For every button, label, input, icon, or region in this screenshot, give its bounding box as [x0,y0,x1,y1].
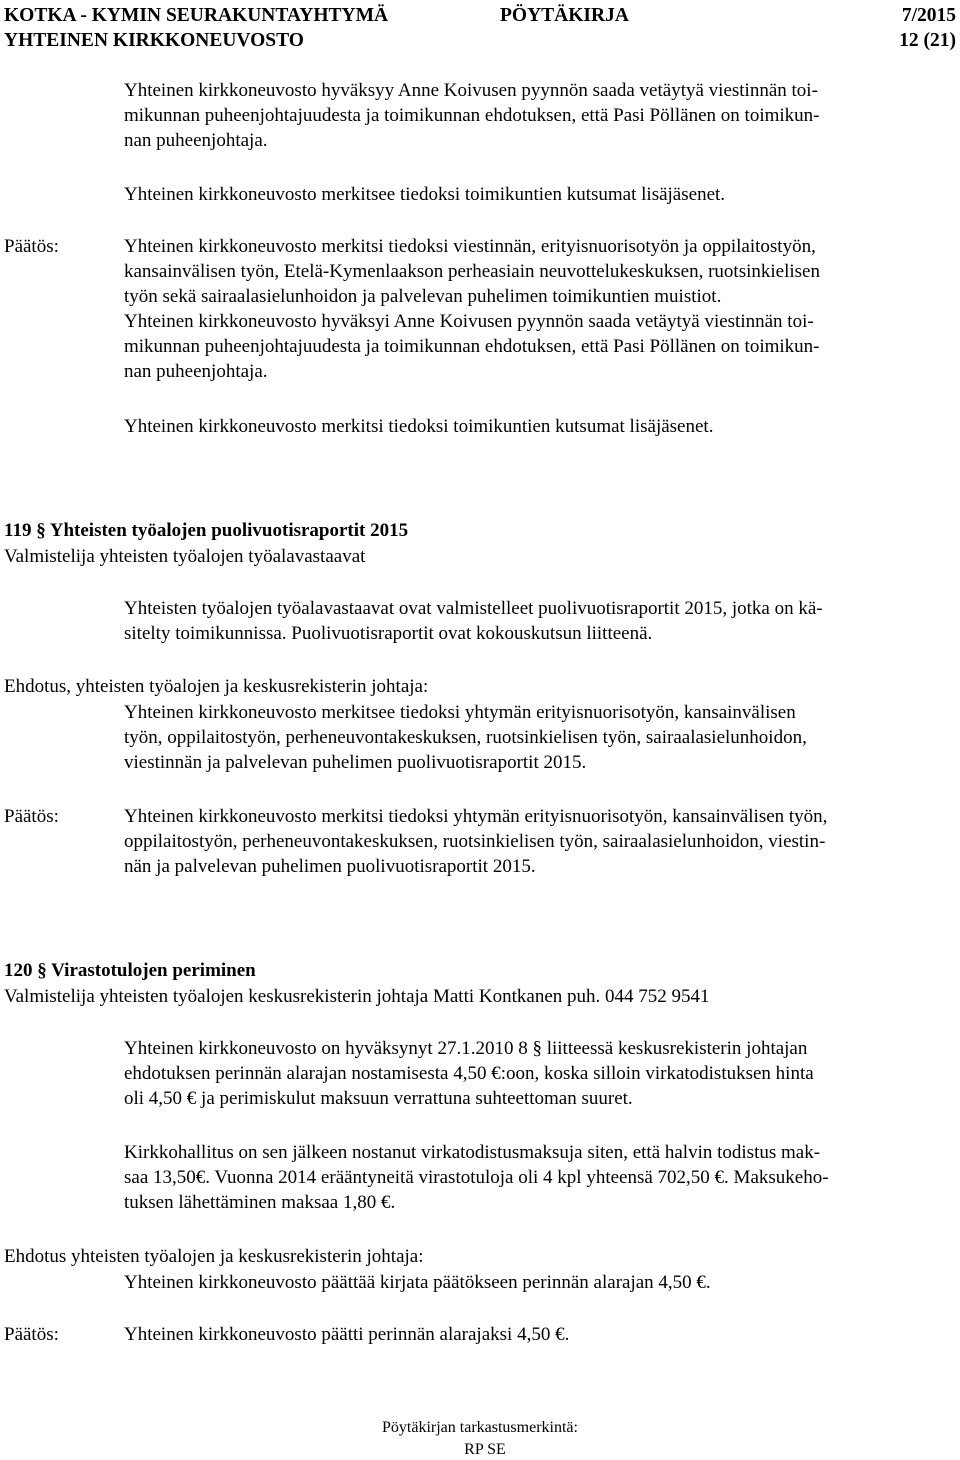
page-number: 12 (21) [899,30,956,51]
body-name: YHTEINEN KIRKKONEUVOSTO [4,30,304,51]
section-body-119: Yhteisten työalojen työalavastaavat ovat valmistelleet puolivuotisraportit 2015, jotka on kä- sitelty toimikunnissa. Puolivuotisraportit ovat kokouskutsun liitteenä. [124,598,823,644]
decision-label: Päätös: [4,236,59,257]
preparer-120: Valmistelija yhteisten työalojen keskusrekisterin johtaja Matti Kontkanen puh. 044 752 9541 [4,986,710,1007]
inspection-label: Pöytäkirjan tarkastusmerkintä: [382,1419,578,1436]
intro-paragraph: Yhteinen kirkkoneuvosto hyväksyy Anne Koivusen pyynnön saada vetäytyä viestinnän toi- mikunnan puheenjohtajuudesta ja toimikunnan ehdotuksen, että Pasi Pöllänen on toimikun- nan puheenjohtaja. [124,80,820,151]
doc-type: PÖYTÄKIRJA [500,5,629,26]
proposal-label-119: Ehdotus, yhteisten työalojen ja keskusrekisterin johtaja: [4,676,429,697]
footer [0,1418,960,1458]
proposal-label-120: Ehdotus yhteisten työalojen ja keskusrekisterin johtaja: [4,1246,424,1267]
org-name: KOTKA - KYMIN SEURAKUNTAYHTYMÄ [4,5,389,26]
proposal-text-120: Yhteinen kirkkoneuvosto päättää kirjata päätökseen perinnän alarajan 4,50 €. [124,1272,711,1293]
section-title-120: 120 § Virastotulojen periminen [4,960,256,981]
intro-note: Yhteinen kirkkoneuvosto merkitsee tiedoksi toimikuntien kutsumat lisäjäsenet. [124,184,726,205]
decision-label-119: Päätös: [4,806,59,827]
proposal-text-119: Yhteinen kirkkoneuvosto merkitsee tiedoksi yhtymän erityisnuorisotyön, kansainvälisen työn, oppilaitostyön, perheneuvontakeskuksen, ruotsinkielisen työn, sairaalasielunhoidon, viestinnän ja palvelevan puhelimen puolivuotisraportit 2015. [124,702,807,773]
decision-note: Yhteinen kirkkoneuvosto merkitsi tiedoksi toimikuntien kutsumat lisäjäsenet. [124,416,714,437]
inspector-initials: RP SE [464,1441,506,1458]
doc-number: 7/2015 [901,5,956,26]
section-body-120-p1: Yhteinen kirkkoneuvosto on hyväksynyt 27.1.2010 8 § liitteessä keskusrekisterin johtajan ehdotuksen perinnän alarajan nostamisesta 4,50 €:oon, koska silloin virkatodistuksen hinta oli 4,50 € ja perimiskulut maksuun verrattuna suhteettoman suuret. [124,1038,814,1109]
section-body-120-p2: Kirkkohallitus on sen jälkeen nostanut virkatodistusmaksuja siten, että halvin todistus mak- saa 13,50€. Vuonna 2014 erääntyneitä virastotuloja oli 4 kpl yhteensä 702,50 €. Maksukeho- tuksen lähettäminen maksaa 1,80 €. [124,1142,829,1213]
decision-text: Yhteinen kirkkoneuvosto merkitsi tiedoksi viestinnän, erityisnuorisotyön ja oppilaitostyön, kansainvälisen työn, Etelä-Kymenlaakson perheasiain neuvottelukeskuksen, ruotsinkielisen työn sekä sairaalasielunhoidon ja palvelevan puhelimen toimikuntien muistiot. Yhteinen kirkkoneuvosto hyväksyi Anne Koivusen pyynnön saada vetäytyä viestinnän toi- mikunnan puheenjohtajuudesta ja toimikunnan ehdotuksen, että Pasi Pöllänen on toimikun- nan puheenjohtaja. [124,236,820,382]
section-title-119: 119 § Yhteisten työalojen puolivuotisraportit 2015 [4,520,409,541]
decision-label-120: Päätös: [4,1324,59,1345]
decision-text-120: Yhteinen kirkkoneuvosto päätti perinnän alarajaksi 4,50 €. [124,1324,570,1345]
decision-text-119: Yhteinen kirkkoneuvosto merkitsi tiedoksi yhtymän erityisnuorisotyön, kansainvälisen työn, oppilaitostyön, perheneuvontakeskuksen, ruotsinkielisen työn, sairaalasielunhoidon, viestin- nän ja palvelevan puhelimen puolivuotisraportit 2015. [124,806,828,877]
preparer-119: Valmistelija yhteisten työalojen työalavastaavat [4,546,366,567]
